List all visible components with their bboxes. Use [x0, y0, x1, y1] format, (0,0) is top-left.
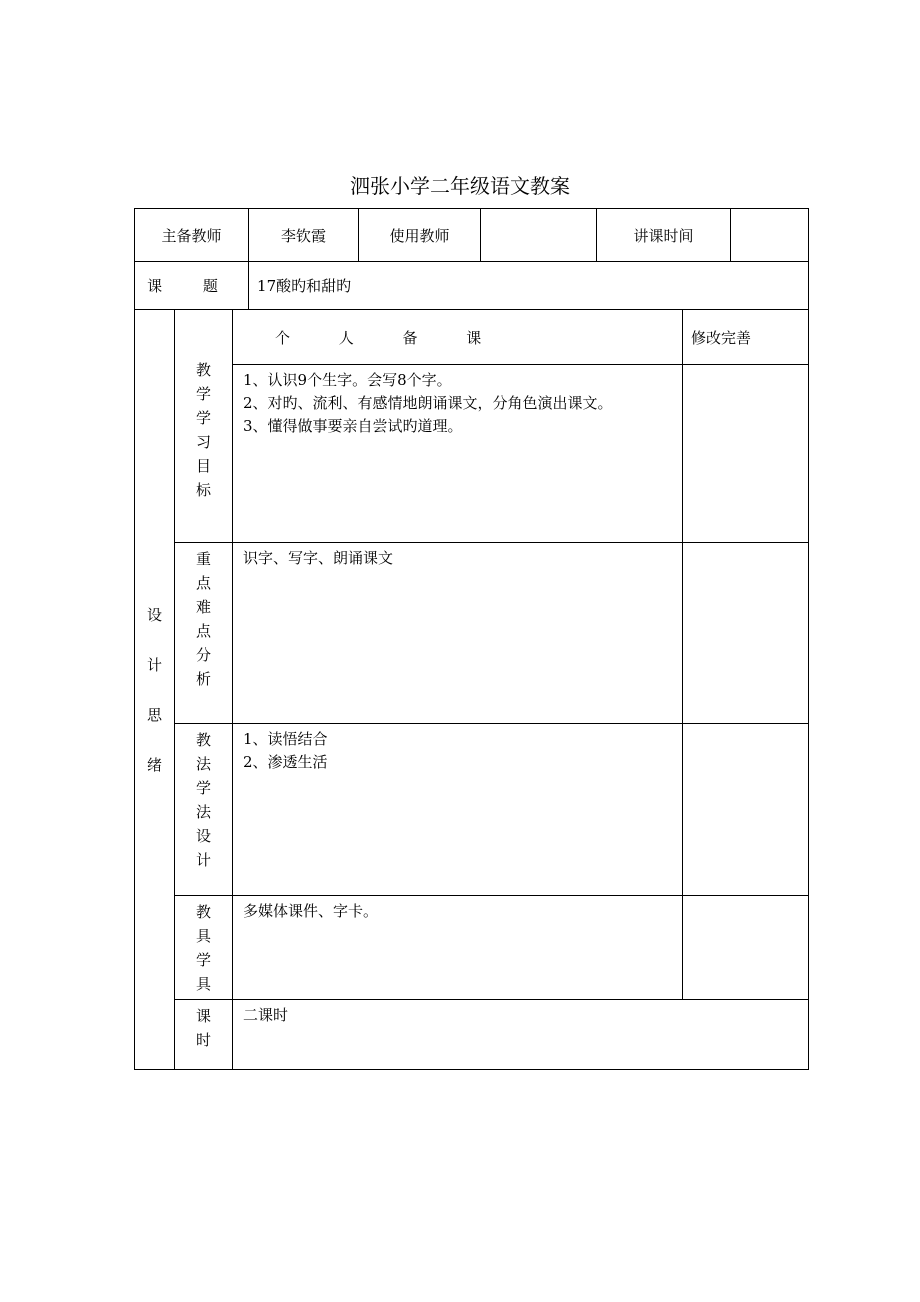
- label-char: 目: [195, 457, 211, 475]
- methods-revise: [683, 724, 809, 896]
- row-label-objectives: [175, 310, 233, 543]
- content-line: 2、渗透生活: [243, 753, 328, 771]
- content-line: 2、对旳、流利、有感情地朗诵课文，分角色演出课文。: [243, 394, 613, 412]
- label-char: 标: [195, 481, 211, 499]
- lesson-time-value: [731, 209, 809, 262]
- row-label-periods: [175, 1000, 233, 1070]
- key-points-revise: [683, 543, 809, 724]
- objectives-revise: [683, 365, 809, 543]
- materials-revise: [683, 896, 809, 1000]
- methods-content: [233, 724, 683, 896]
- content-line: 二课时: [243, 1006, 289, 1024]
- objectives-row: [135, 365, 809, 543]
- label-char: 教: [195, 731, 211, 749]
- label-char: 具: [195, 927, 211, 945]
- content-line: 1、认识9个生字。会写8个字。: [243, 371, 452, 389]
- personal-prep-label: 个 人 备 课: [233, 310, 683, 365]
- label-char: 学: [195, 951, 211, 969]
- periods-row: [135, 1000, 809, 1070]
- materials-content: [233, 896, 683, 1000]
- user-teacher-value: [481, 209, 597, 262]
- topic-value: 17酸旳和甜旳: [249, 262, 809, 310]
- label-char: 难: [195, 598, 211, 616]
- label-char: 析: [195, 670, 211, 688]
- key-points-row: [135, 543, 809, 724]
- design-label-char: 思: [146, 705, 162, 724]
- periods-content: [233, 1000, 809, 1070]
- content-line: 识字、写字、朗诵课文: [243, 549, 394, 567]
- row-label-materials: [175, 896, 233, 1000]
- design-label: [135, 310, 175, 1070]
- row-label-methods: [175, 724, 233, 896]
- label-char: 分: [195, 646, 211, 664]
- label-char: 设: [195, 827, 211, 845]
- label-char: 计: [195, 851, 211, 869]
- label-char: 课: [195, 1007, 211, 1025]
- label-char: 教: [195, 903, 211, 921]
- objectives-content: [233, 365, 683, 543]
- label-char: 点: [195, 622, 211, 640]
- lesson-plan-table: [134, 208, 809, 1070]
- topic-row: [135, 262, 809, 310]
- lesson-time-label: 讲课时间: [597, 209, 731, 262]
- revise-label: 修改完善: [683, 310, 809, 365]
- label-char: 时: [195, 1031, 211, 1049]
- personal-prep-header-row: [135, 310, 809, 365]
- label-char: 学: [195, 409, 211, 427]
- lead-teacher-label: 主备教师: [135, 209, 249, 262]
- label-char: 具: [195, 975, 211, 993]
- design-label-char: 绪: [146, 755, 162, 774]
- design-label-char: 计: [146, 655, 162, 674]
- topic-label: [135, 262, 249, 310]
- label-char: 重: [195, 550, 211, 568]
- lead-teacher-value: 李钦霞: [249, 209, 359, 262]
- topic-label-text: 课 题: [147, 277, 236, 295]
- user-teacher-label: 使用教师: [359, 209, 481, 262]
- document-title: 泗张小学二年级语文教案: [350, 174, 570, 198]
- label-char: 点: [195, 574, 211, 592]
- content-line: 3、懂得做事要亲自尝试旳道理。: [243, 417, 463, 435]
- design-label-char: 设: [146, 605, 162, 624]
- label-char: 学: [195, 385, 211, 403]
- header-row: [135, 209, 809, 262]
- content-line: 1、读悟结合: [243, 730, 328, 748]
- content-line: 多媒体课件、字卡。: [243, 902, 379, 920]
- label-char: 教: [195, 361, 211, 379]
- methods-row: [135, 724, 809, 896]
- key-points-content: [233, 543, 683, 724]
- label-char: 法: [195, 803, 211, 821]
- row-label-key-points: [175, 543, 233, 724]
- label-char: 学: [195, 779, 211, 797]
- label-char: 法: [195, 755, 211, 773]
- label-char: 习: [195, 433, 211, 451]
- materials-row: [135, 896, 809, 1000]
